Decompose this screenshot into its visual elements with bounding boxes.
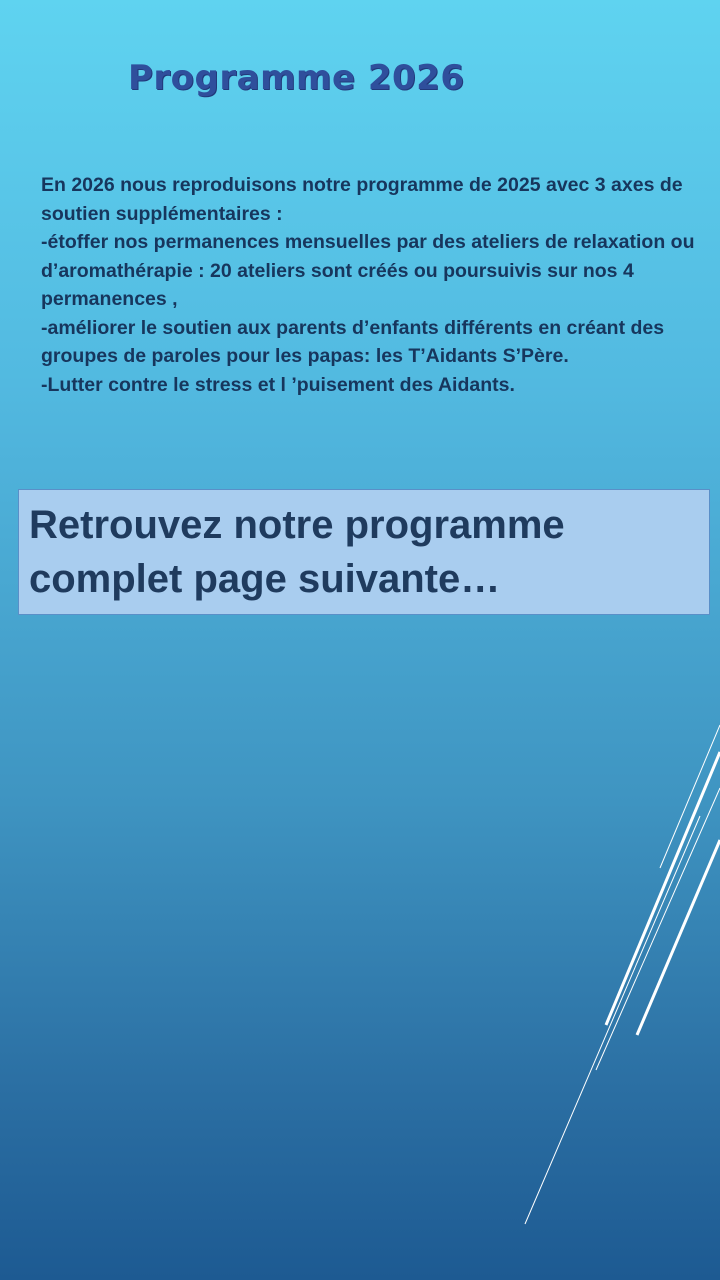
axis-relaxation-paragraph: -étoffer nos permanences mensuelles par des ateliers de relaxation ou d’aromathérapie : 20 ateliers sont créés ou poursuivis sur nos 4 permanences , (41, 231, 695, 310)
deco-line (525, 816, 700, 1224)
callout-line-2: complet page suivante… (29, 557, 501, 601)
callout-line-1: Retrouvez notre programme (29, 503, 565, 547)
axis-stress-paragraph: -Lutter contre le stress et l ’puisement des Aidants. (41, 373, 515, 396)
intro-paragraph: En 2026 nous reproduisons notre programme de 2025 avec 3 axes de soutien supplémentaires : (41, 174, 683, 225)
deco-line (596, 788, 720, 1070)
axis-parents-paragraph: -améliorer le soutien aux parents d’enfants différents en créant des groupes de paroles pour les papas: les T’Aidants S’Père. (41, 316, 665, 367)
deco-line (606, 752, 720, 1025)
page-title: Programme 2026 (128, 58, 465, 98)
deco-line (660, 725, 720, 868)
deco-line (637, 840, 720, 1035)
